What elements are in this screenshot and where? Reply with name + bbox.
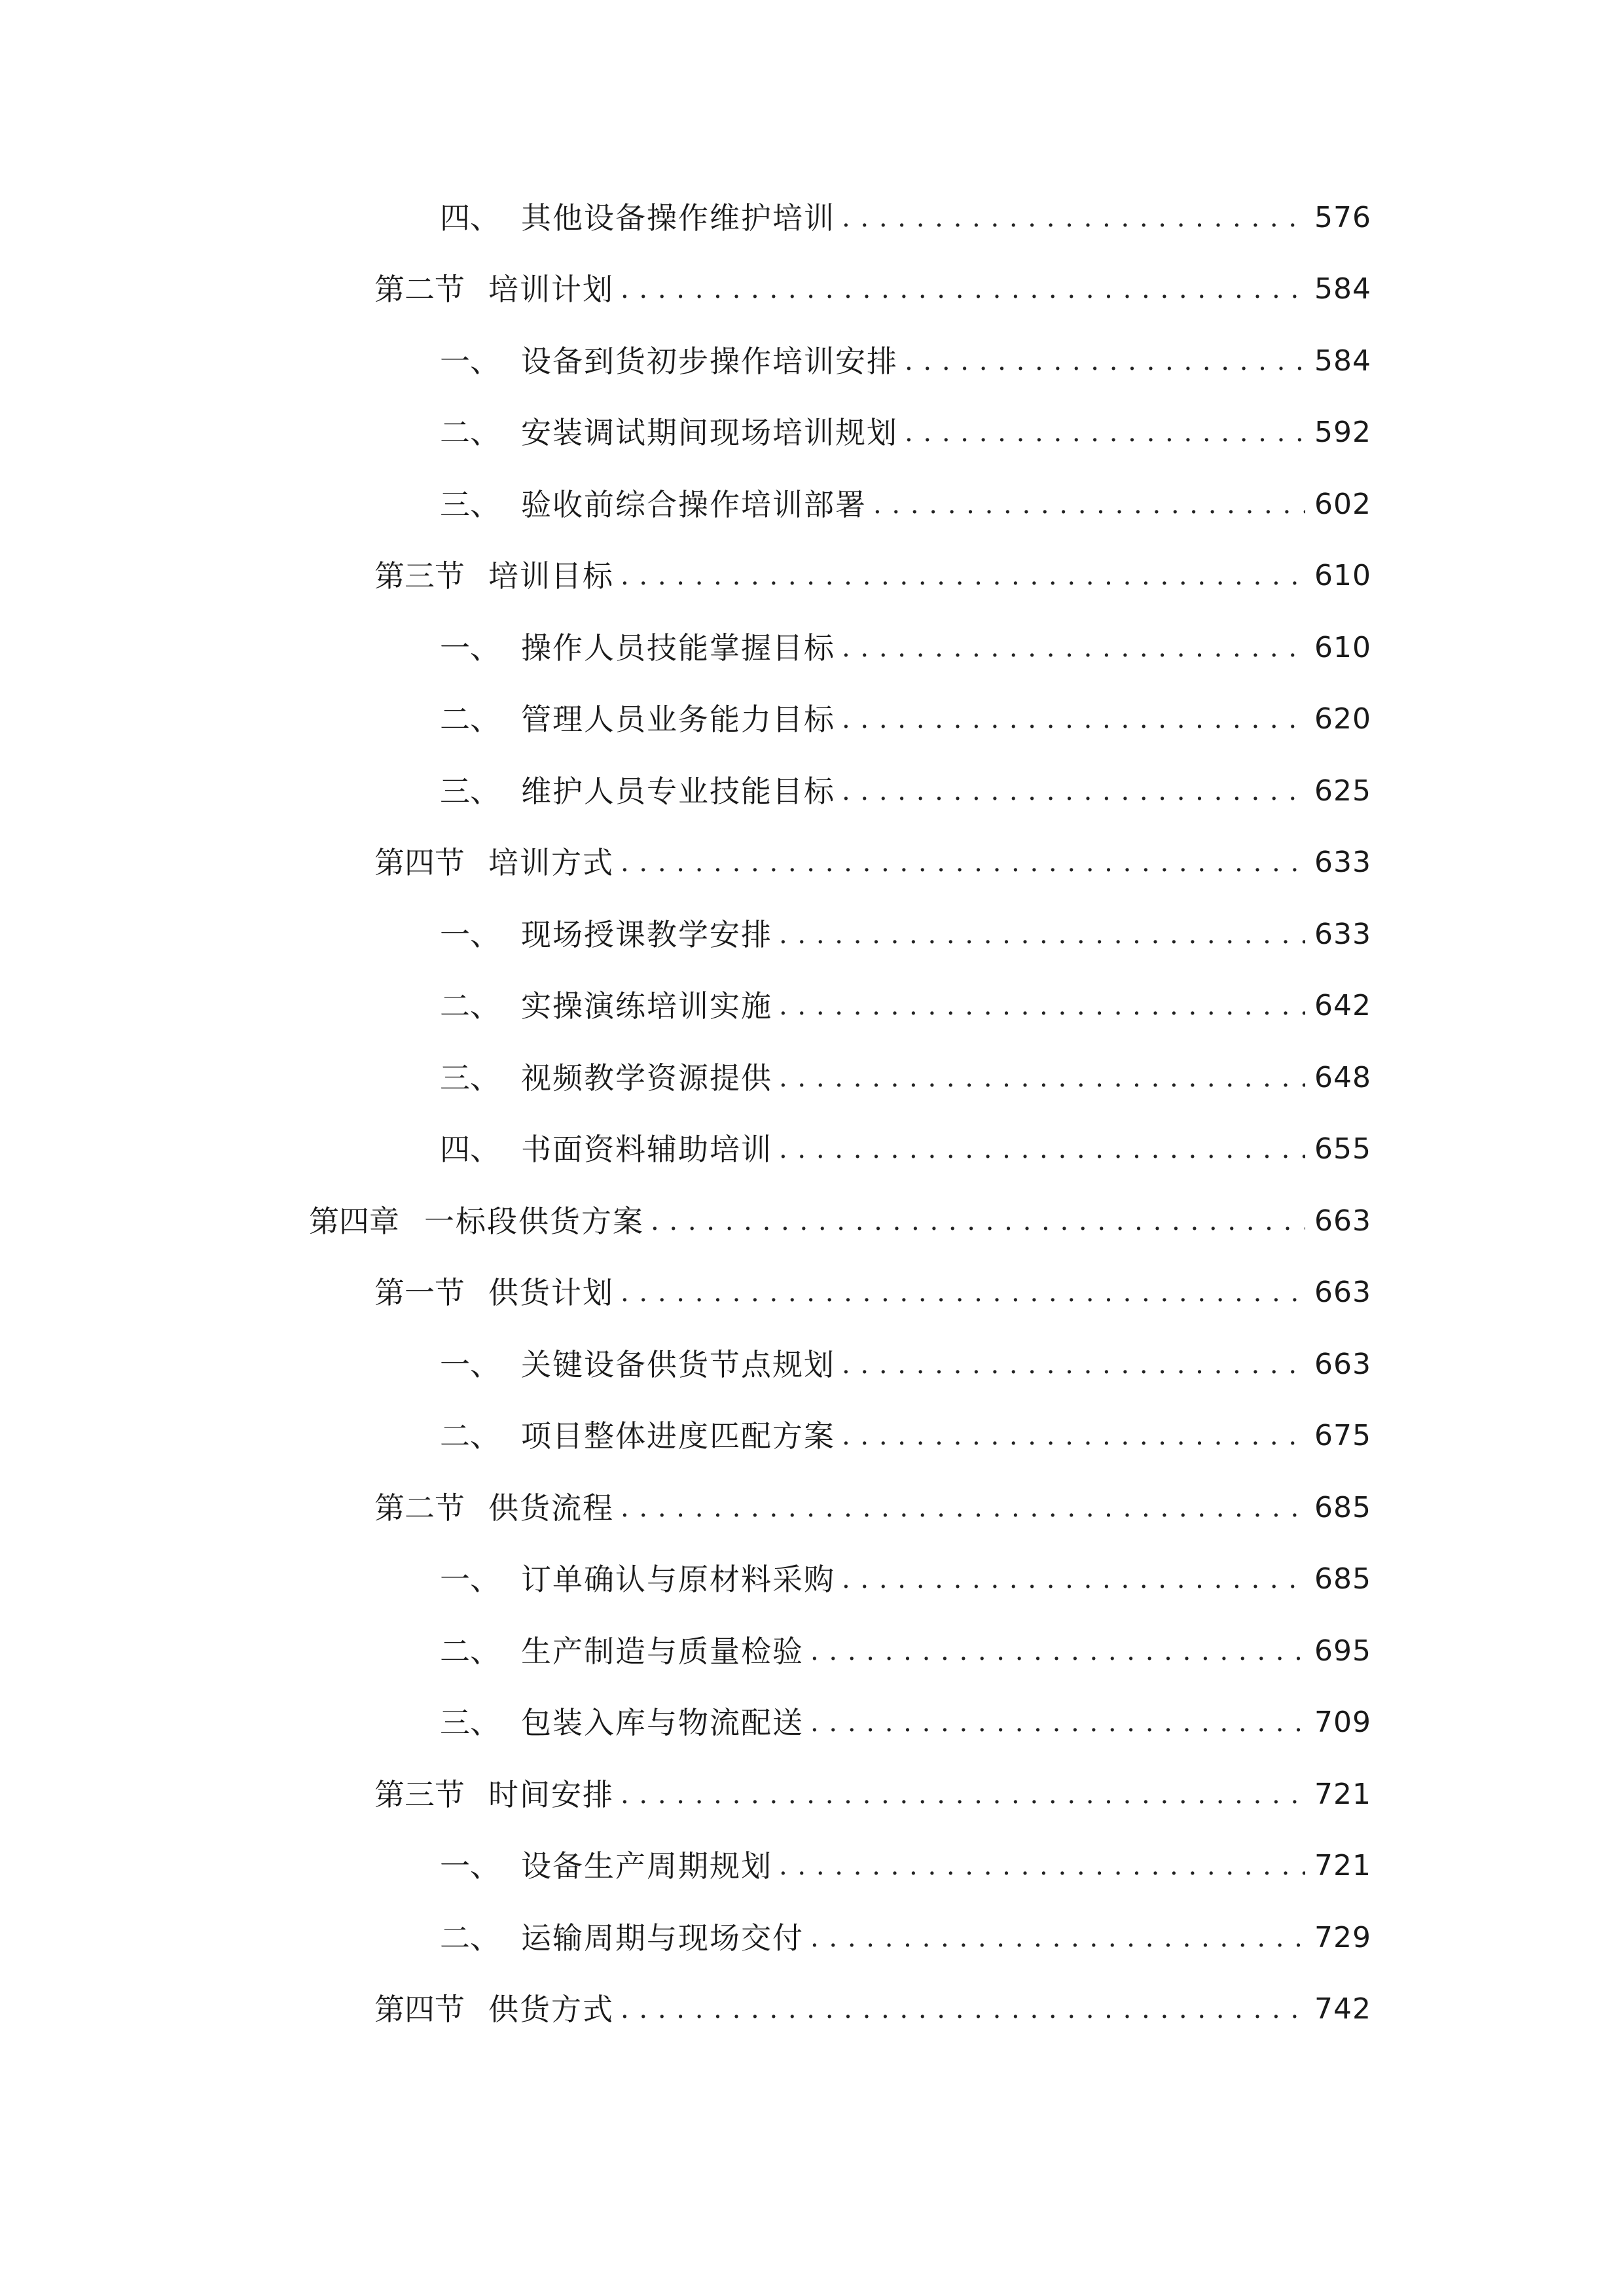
dot-leader — [779, 1130, 1305, 1169]
toc-entry[interactable] — [0, 1544, 1624, 1616]
dot-leader — [810, 1703, 1305, 1742]
dot-leader — [810, 1918, 1305, 1958]
toc-entry-number: 一、 — [440, 1562, 500, 1598]
toc-entry-title: 包装入库与物流配送 — [521, 1705, 804, 1741]
table-of-contents — [0, 182, 1624, 2045]
toc-entry-number: 四、 — [440, 1132, 500, 1168]
toc-entry-page: 695 — [1314, 1634, 1371, 1668]
dot-leader — [905, 413, 1305, 452]
toc-entry[interactable] — [0, 325, 1624, 397]
dot-leader — [842, 700, 1305, 739]
toc-entry-title: 操作人员技能掌握目标 — [521, 630, 835, 666]
toc-entry-number: 二、 — [440, 415, 500, 451]
toc-entry[interactable] — [0, 254, 1624, 326]
toc-entry-title: 设备到货初步操作培训安排 — [521, 343, 898, 379]
toc-entry[interactable] — [0, 1257, 1624, 1329]
toc-entry[interactable] — [0, 1472, 1624, 1544]
dot-leader — [621, 1990, 1305, 2029]
toc-entry-title: 其他设备操作维护培训 — [521, 200, 835, 236]
toc-entry-page: 633 — [1314, 846, 1371, 880]
toc-entry-number: 一、 — [440, 1848, 500, 1884]
dot-leader — [779, 986, 1305, 1026]
toc-entry-title: 培训目标 — [488, 558, 614, 594]
toc-entry-page: 584 — [1314, 272, 1371, 306]
toc-entry-page: 642 — [1314, 989, 1371, 1023]
toc-entry-number: 第三节 — [374, 1776, 465, 1812]
dot-leader — [873, 485, 1305, 524]
toc-entry-number: 一、 — [440, 630, 500, 666]
toc-entry-page: 685 — [1314, 1490, 1371, 1524]
toc-entry-number: 第二节 — [374, 1490, 465, 1526]
toc-entry[interactable] — [0, 899, 1624, 971]
dot-leader — [842, 1345, 1305, 1384]
toc-entry[interactable] — [0, 182, 1624, 254]
toc-entry-title: 现场授课教学安排 — [521, 916, 772, 952]
toc-entry-title: 运输周期与现场交付 — [521, 1920, 804, 1956]
toc-entry-page: 625 — [1314, 774, 1371, 808]
dot-leader — [621, 1488, 1305, 1528]
toc-entry[interactable] — [0, 1042, 1624, 1114]
toc-entry-title: 实操演练培训实施 — [521, 988, 772, 1024]
toc-entry-number: 一、 — [440, 343, 500, 379]
toc-entry-title: 培训计划 — [488, 272, 614, 308]
dot-leader — [842, 1560, 1305, 1599]
toc-entry-page: 742 — [1314, 1992, 1371, 2026]
toc-entry-number: 二、 — [440, 1920, 500, 1956]
toc-entry-number: 二、 — [440, 988, 500, 1024]
toc-entry[interactable] — [0, 469, 1624, 541]
dot-leader — [905, 342, 1305, 381]
toc-entry-title: 关键设备供货节点规划 — [521, 1346, 835, 1382]
toc-entry-number: 二、 — [440, 702, 500, 738]
toc-entry[interactable] — [0, 827, 1624, 899]
toc-entry-page: 663 — [1314, 1276, 1371, 1310]
toc-entry-number: 四、 — [440, 200, 500, 236]
toc-entry[interactable] — [0, 1114, 1624, 1186]
dot-leader — [621, 1775, 1305, 1814]
toc-entry-number: 第四节 — [374, 845, 465, 881]
toc-entry-page: 602 — [1314, 487, 1371, 521]
toc-entry[interactable] — [0, 397, 1624, 469]
toc-entry[interactable] — [0, 1687, 1624, 1759]
toc-entry[interactable] — [0, 1831, 1624, 1903]
toc-entry-page: 576 — [1314, 200, 1371, 234]
toc-entry[interactable] — [0, 1329, 1624, 1401]
toc-entry-page: 721 — [1314, 1777, 1371, 1811]
dot-leader — [810, 1632, 1305, 1671]
toc-entry-number: 第四节 — [374, 1992, 465, 2028]
toc-entry-title: 管理人员业务能力目标 — [521, 702, 835, 738]
toc-entry-page: 610 — [1314, 559, 1371, 593]
toc-entry-page: 648 — [1314, 1060, 1371, 1094]
toc-entry-title: 项目整体进度匹配方案 — [521, 1418, 835, 1454]
toc-entry[interactable] — [0, 971, 1624, 1043]
toc-entry-title: 培训方式 — [488, 845, 614, 881]
toc-entry-page: 721 — [1314, 1849, 1371, 1883]
toc-entry-page: 729 — [1314, 1920, 1371, 1954]
toc-entry-title: 视频教学资源提供 — [521, 1060, 772, 1096]
dot-leader — [842, 772, 1305, 811]
dot-leader — [842, 1416, 1305, 1456]
toc-entry-title: 安装调试期间现场培训规划 — [521, 415, 898, 451]
dot-leader — [651, 1202, 1305, 1241]
toc-entry-number: 一、 — [440, 916, 500, 952]
dot-leader — [621, 556, 1305, 596]
toc-entry-title: 验收前综合操作培训部署 — [521, 486, 867, 522]
dot-leader — [621, 1273, 1305, 1312]
toc-entry-title: 书面资料辅助培训 — [521, 1132, 772, 1168]
toc-entry-page: 685 — [1314, 1562, 1371, 1596]
toc-entry-number: 三、 — [440, 1060, 500, 1096]
toc-entry[interactable] — [0, 1759, 1624, 1831]
toc-entry-title: 时间安排 — [488, 1776, 614, 1812]
toc-entry[interactable] — [0, 612, 1624, 684]
dot-leader — [842, 198, 1305, 238]
dot-leader — [779, 1058, 1305, 1098]
toc-entry-number: 第三节 — [374, 558, 465, 594]
toc-entry-page: 620 — [1314, 702, 1371, 736]
dot-leader — [842, 628, 1305, 668]
toc-entry[interactable] — [0, 1185, 1624, 1257]
dot-leader — [779, 915, 1305, 954]
toc-entry-title: 订单确认与原材料采购 — [521, 1562, 835, 1598]
dot-leader — [621, 843, 1305, 882]
toc-entry-number: 三、 — [440, 773, 500, 809]
toc-entry-number: 第二节 — [374, 272, 465, 308]
toc-entry[interactable] — [0, 1902, 1624, 1974]
toc-entry-page: 663 — [1314, 1347, 1371, 1381]
toc-entry-number: 第四章 — [309, 1203, 399, 1239]
toc-entry-title: 供货流程 — [488, 1490, 614, 1526]
toc-entry-number: 二、 — [440, 1418, 500, 1454]
toc-entry-page: 655 — [1314, 1132, 1371, 1166]
toc-entry[interactable] — [0, 1615, 1624, 1687]
toc-entry-number: 二、 — [440, 1633, 500, 1669]
toc-entry[interactable] — [0, 541, 1624, 613]
toc-entry-title: 生产制造与质量检验 — [521, 1633, 804, 1669]
toc-entry-title: 供货方式 — [488, 1992, 614, 2028]
toc-entry[interactable] — [0, 755, 1624, 827]
toc-entry[interactable] — [0, 684, 1624, 756]
toc-entry-page: 709 — [1314, 1706, 1371, 1740]
toc-entry[interactable] — [0, 1974, 1624, 2046]
toc-entry-page: 663 — [1314, 1204, 1371, 1238]
toc-entry-number: 三、 — [440, 486, 500, 522]
dot-leader — [621, 270, 1305, 309]
toc-entry-number: 第一节 — [374, 1275, 465, 1311]
dot-leader — [779, 1846, 1305, 1886]
toc-entry-page: 592 — [1314, 416, 1371, 450]
toc-entry-page: 633 — [1314, 917, 1371, 951]
toc-entry-page: 584 — [1314, 344, 1371, 378]
toc-entry[interactable] — [0, 1401, 1624, 1473]
toc-entry-number: 三、 — [440, 1705, 500, 1741]
toc-entry-number: 一、 — [440, 1346, 500, 1382]
toc-entry-title: 设备生产周期规划 — [521, 1848, 772, 1884]
toc-entry-page: 675 — [1314, 1419, 1371, 1453]
toc-entry-title: 一标段供货方案 — [424, 1203, 644, 1239]
toc-entry-page: 610 — [1314, 630, 1371, 664]
toc-entry-title: 维护人员专业技能目标 — [521, 773, 835, 809]
toc-entry-title: 供货计划 — [488, 1275, 614, 1311]
